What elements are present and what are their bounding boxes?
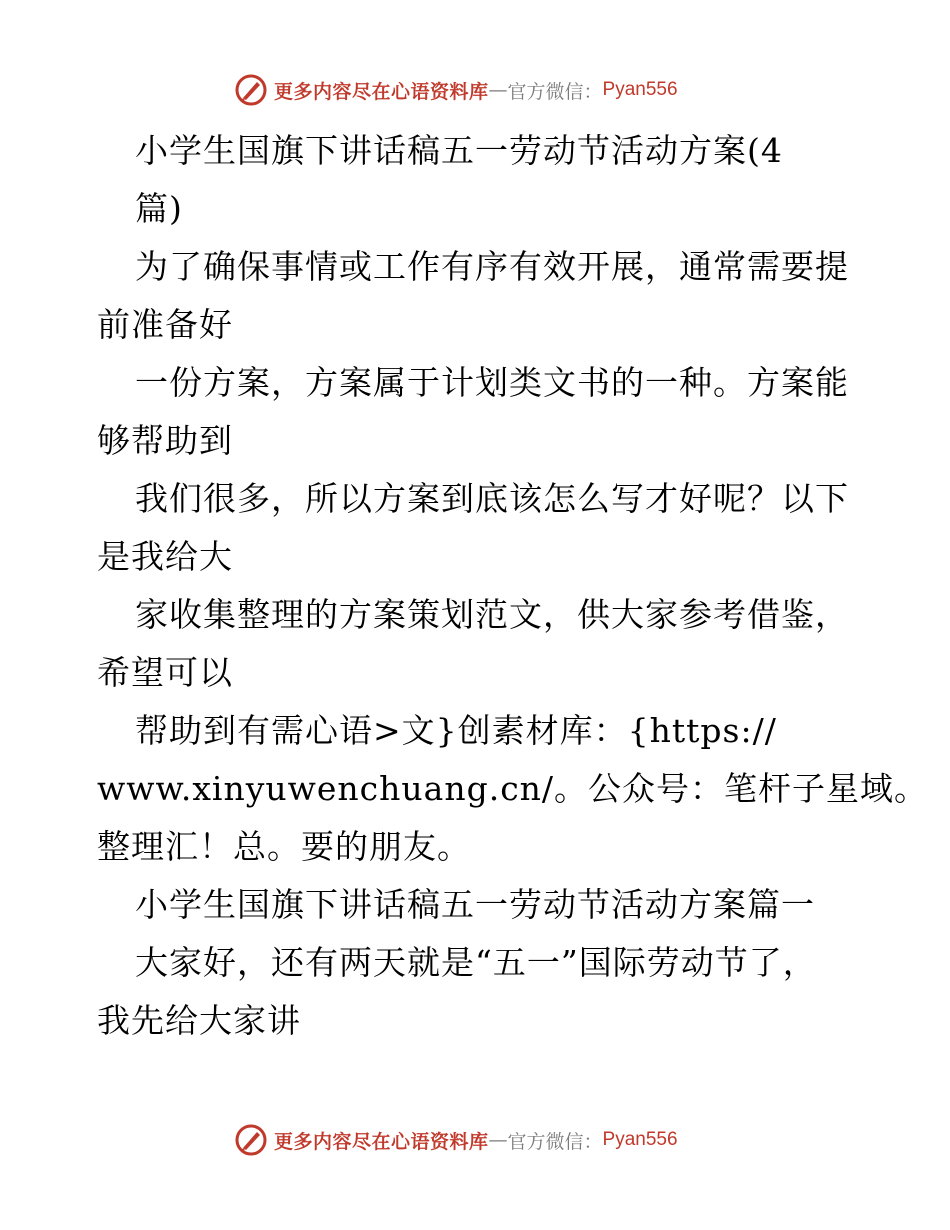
pen-logo-icon xyxy=(234,1123,268,1157)
document-body xyxy=(97,122,929,1050)
watermark-brand: 更多内容尽在心语资料库 xyxy=(274,1130,489,1153)
footer-watermark xyxy=(234,1122,678,1158)
watermark-wechat-id: Pyan556 xyxy=(602,1129,678,1150)
watermark-official: 官方微信： xyxy=(507,80,603,103)
paragraph-line: 帮助到有需心语>文}创素材库：{https:// xyxy=(135,711,777,750)
paragraph-line: 整理汇！总。要的朋友。 xyxy=(97,827,471,866)
watermark-wechat-id: Pyan556 xyxy=(602,79,678,100)
section-heading: 小学生国旗下讲话稿五一劳动节活动方案篇一 xyxy=(135,885,815,924)
paragraph-line: 够帮助到 xyxy=(97,421,233,460)
pen-logo-icon xyxy=(234,73,268,107)
paragraph-line: 希望可以 xyxy=(97,653,233,692)
paragraph-line: 我先给大家讲 xyxy=(97,1001,301,1040)
watermark-brand: 更多内容尽在心语资料库 xyxy=(274,80,489,103)
watermark-official: 官方微信： xyxy=(507,1130,603,1153)
paragraph-line: 是我给大 xyxy=(97,537,233,576)
watermark-dash: — xyxy=(488,1129,508,1151)
header-watermark xyxy=(234,72,678,108)
paragraph-line: 一份方案，方案属于计划类文书的一种。方案能 xyxy=(135,363,849,402)
paragraph-line: 大家好，还有两天就是“五一”国际劳动节了， xyxy=(135,943,817,982)
paragraph-line: www.xinyuwenchuang.cn/。公众号：笔杆子星域。 xyxy=(97,769,929,808)
paragraph-line: 家收集整理的方案策划范文，供大家参考借鉴， xyxy=(135,595,849,634)
paragraph-line: 前准备好 xyxy=(97,305,233,344)
watermark-dash: — xyxy=(488,79,508,101)
paragraph-line: 为了确保事情或工作有序有效开展，通常需要提 xyxy=(135,247,849,286)
document-title: 小学生国旗下讲话稿五一劳动节活动方案(4 xyxy=(135,131,783,170)
document-title-cont: 篇) xyxy=(135,189,183,228)
paragraph-line: 我们很多，所以方案到底该怎么写才好呢？以下 xyxy=(135,479,849,518)
